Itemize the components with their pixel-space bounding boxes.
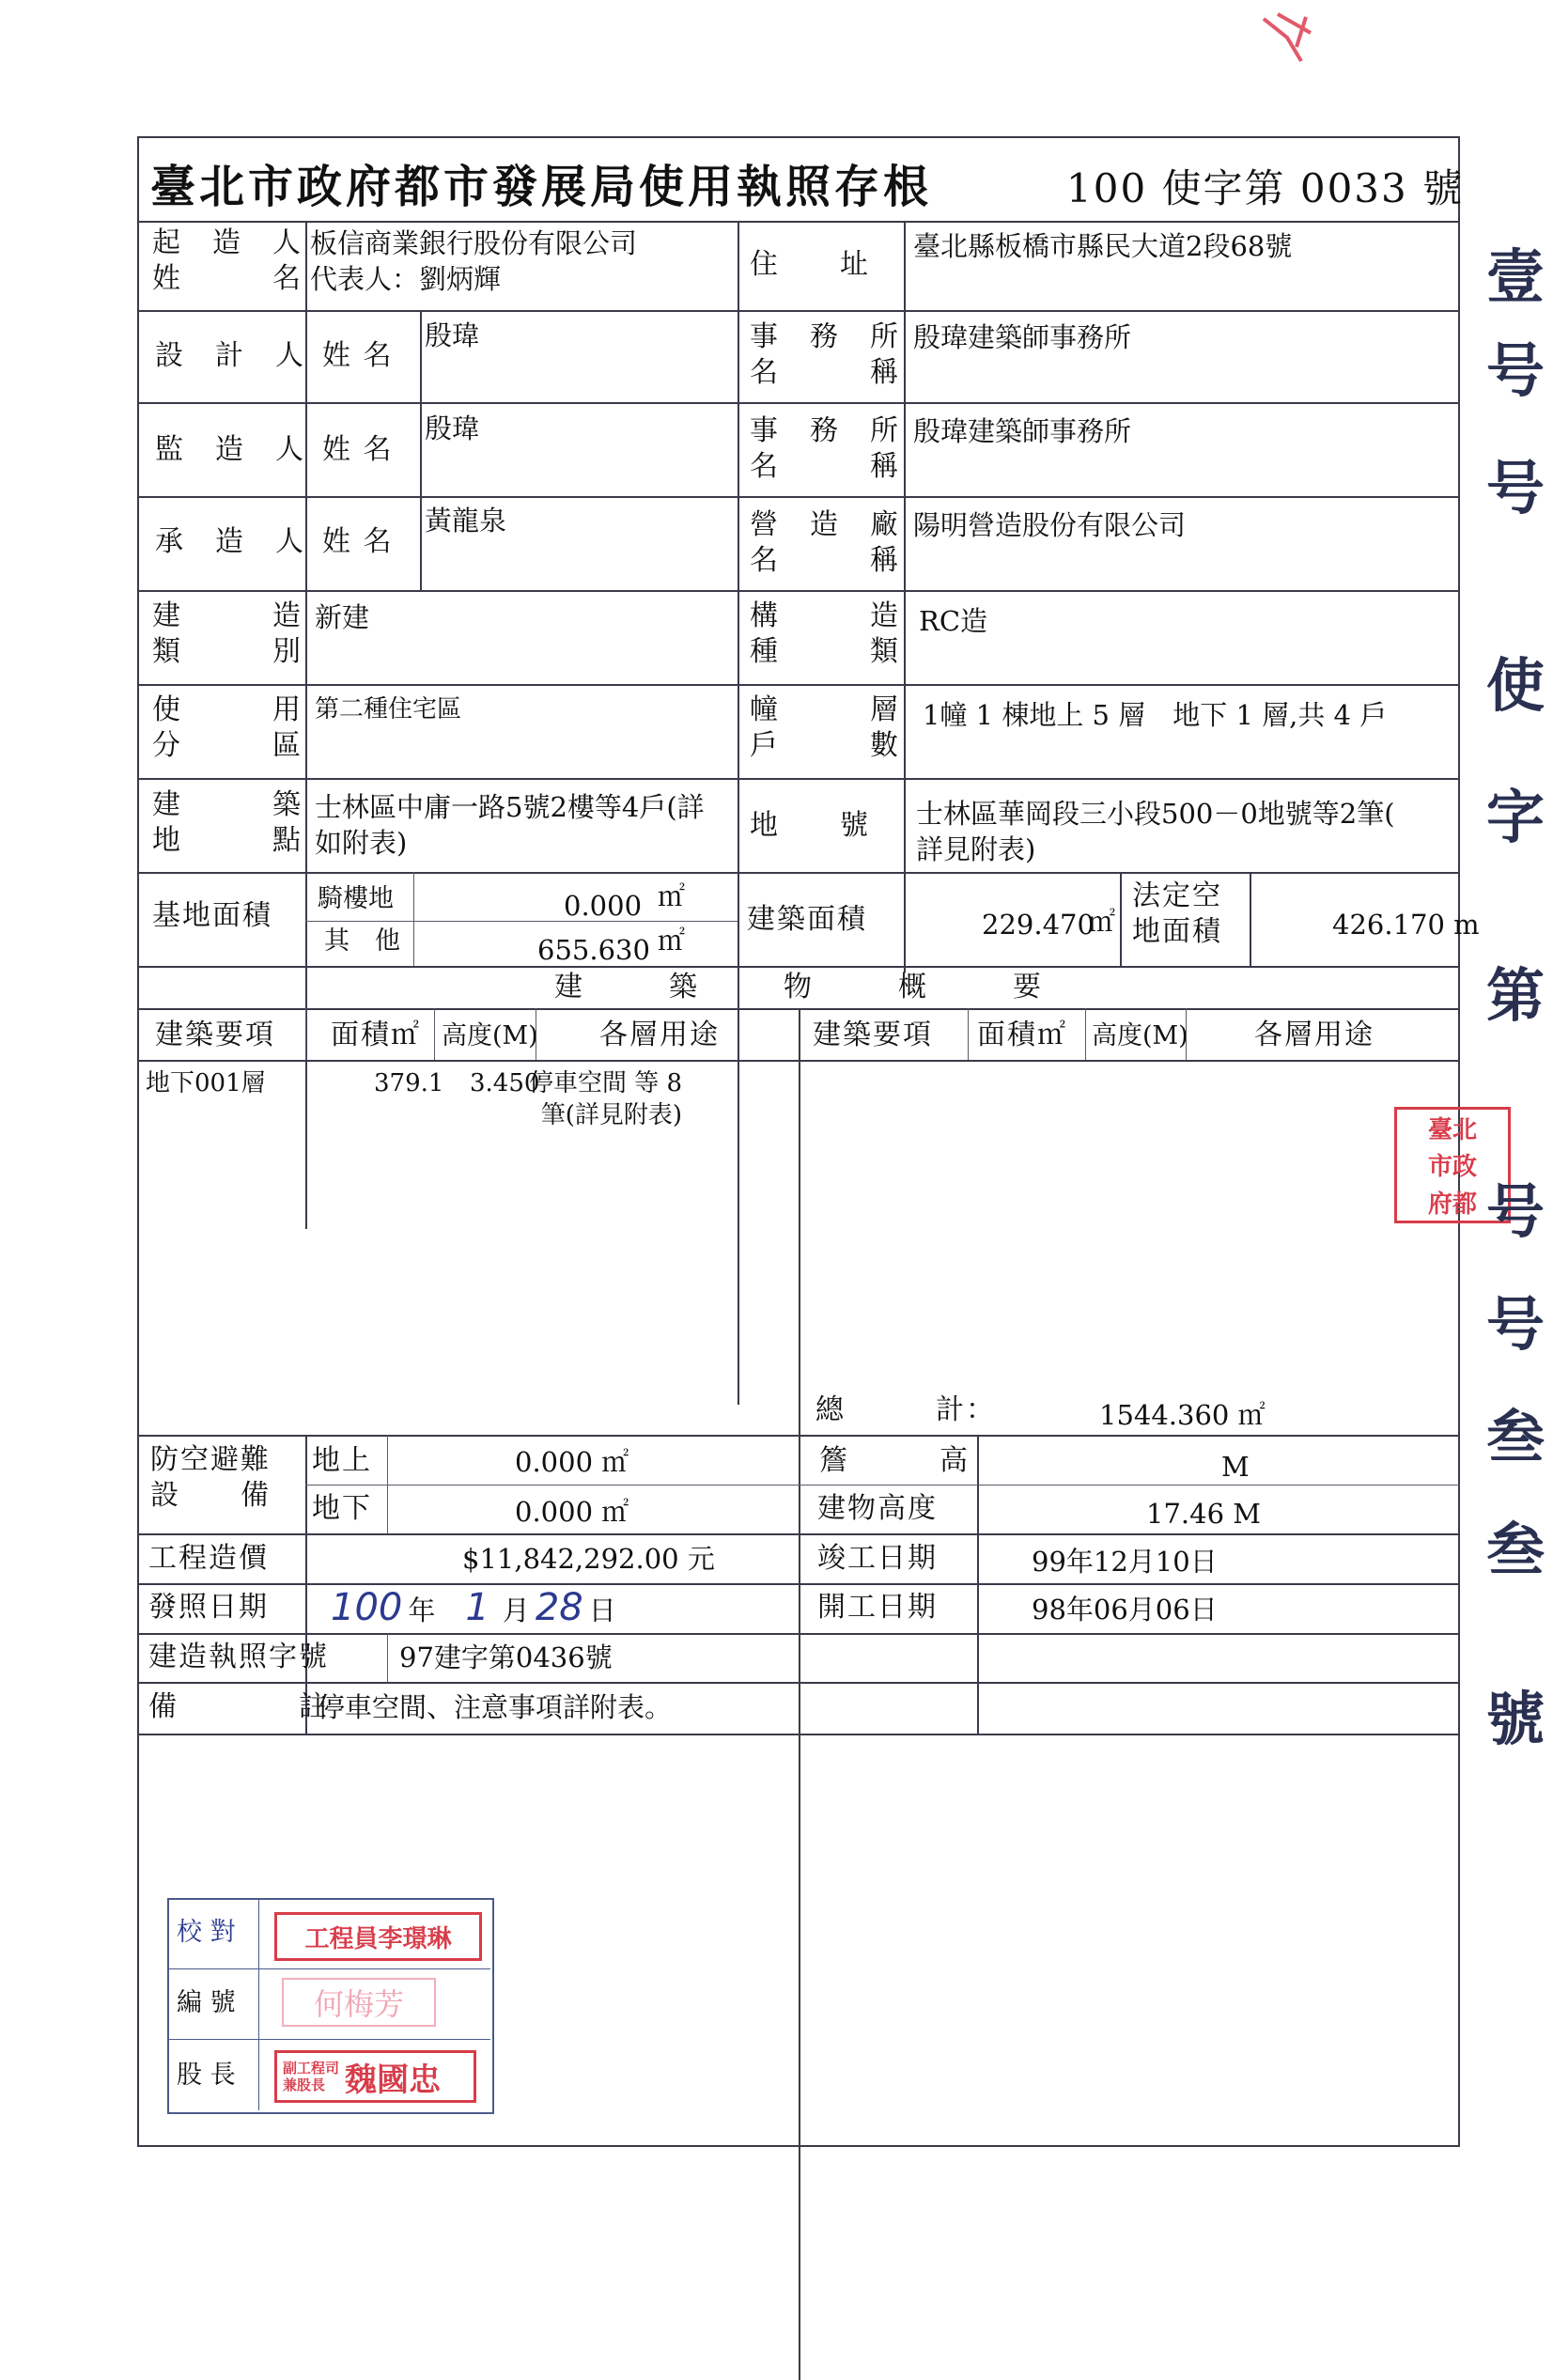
divider — [137, 310, 1460, 312]
height-label: 建物高度 — [817, 1492, 938, 1525]
divider — [137, 1682, 1460, 1684]
divider — [413, 872, 414, 966]
side-char: 号 — [1486, 454, 1545, 522]
remark-value: 停車空間、注意事項詳附表。 — [318, 1691, 673, 1723]
floor-use: 停車空間 等 8 筆(詳見附表) — [529, 1069, 683, 1129]
divider — [137, 1633, 1460, 1635]
side-char: 号 — [1486, 336, 1545, 405]
side-char: 字 — [1486, 783, 1545, 851]
col-area-left: 面積㎡ — [331, 1019, 421, 1051]
issue-day: 28 — [535, 1586, 583, 1629]
divider — [167, 1968, 490, 1969]
building-area-unit: ㎡ — [1088, 906, 1116, 938]
divider — [305, 1485, 1460, 1486]
supervisor-label: 監 造 人 — [155, 433, 305, 466]
divider — [434, 1008, 435, 1060]
chief-stamp-title: 副工程司 兼股長 — [283, 2060, 340, 2093]
open-area-value: 426.170 m — [1332, 909, 1480, 941]
issue-label: 發照日期 — [148, 1591, 269, 1624]
divider — [420, 310, 422, 592]
divider — [977, 1435, 979, 1735]
build-type-value: 新建 — [315, 601, 370, 633]
official-seal: 臺北 市政 府都 — [1394, 1107, 1511, 1223]
supervisor-value: 殷瑋 — [425, 412, 480, 444]
divider — [387, 1633, 388, 1682]
lot-label: 地 號 — [750, 809, 870, 842]
divider — [137, 1435, 1460, 1437]
number-stamp: 何梅芳 — [282, 1978, 436, 2027]
side-char: 壹 — [1486, 242, 1545, 311]
cost-label: 工程造價 — [148, 1542, 269, 1575]
col-area-right: 面積㎡ — [977, 1019, 1067, 1051]
issue-year: 100 — [331, 1586, 403, 1629]
remark-label: 備 註 — [148, 1690, 329, 1723]
divider — [137, 966, 1460, 968]
other-label: 其 他 — [324, 926, 400, 956]
divider — [305, 1008, 306, 1060]
side-char: 叁 — [1486, 1403, 1545, 1471]
build-type-label: 建 造 類 別 — [152, 599, 303, 668]
designer-office-label: 事 務 所 名 稱 — [750, 320, 900, 389]
document-title: 臺北市政府都市發展局使用執照存根 — [150, 161, 933, 213]
divider — [137, 590, 1460, 592]
chief-label: 股 長 — [177, 2061, 236, 2090]
divider — [137, 1583, 1460, 1585]
divider — [738, 221, 739, 1405]
above-label: 地上 — [312, 1444, 372, 1477]
contractor-factory-value: 陽明營造股份有限公司 — [913, 509, 1187, 541]
license-value: 97建字第0436號 — [399, 1641, 613, 1673]
divider — [305, 590, 307, 1229]
lot-value: 士林區華岡段三小段500－0地號等2筆( 詳見附表) — [916, 798, 1395, 865]
issue-month-suffix: 月 — [502, 1594, 530, 1626]
supervisor-office-label: 事 務 所 名 稱 — [750, 414, 900, 483]
contractor-name-label: 姓 名 — [322, 525, 394, 558]
divider — [305, 921, 738, 922]
designer-name-label: 姓 名 — [322, 339, 394, 372]
above-value: 0.000 ㎡ — [515, 1446, 629, 1478]
divider — [137, 402, 1460, 404]
arcade-unit: ㎡ — [658, 880, 686, 912]
col-height-right: 高度(M) — [1092, 1021, 1188, 1050]
supervisor-name-label: 姓 名 — [322, 433, 394, 466]
divider — [305, 221, 307, 310]
address-value: 臺北縣板橋市縣民大道2段68號 — [913, 230, 1293, 262]
divider — [1186, 1008, 1187, 1060]
divider — [1250, 872, 1251, 966]
units-label: 幢 層 戶 數 — [750, 693, 900, 762]
side-char: 叁 — [1486, 1516, 1545, 1584]
issue-date — [331, 1586, 616, 1629]
completion-value: 99年12月10日 — [1032, 1546, 1218, 1578]
units-value: 1幢 1 棟地上 5 層 地下 1 層,共 4 戶 — [923, 699, 1388, 731]
total-value: 1544.360 ㎡ — [1099, 1399, 1266, 1431]
completion-label: 竣工日期 — [817, 1542, 938, 1575]
col-height-left: 高度(M) — [442, 1021, 538, 1050]
zoning-value: 第二種住宅區 — [315, 695, 462, 723]
below-label: 地下 — [312, 1492, 372, 1525]
divider — [1085, 1008, 1086, 1060]
divider — [167, 2039, 490, 2040]
side-char: 使 — [1486, 651, 1545, 720]
divider — [137, 496, 1460, 498]
divider — [968, 1008, 969, 1060]
shelter-label: 防空避難 設 備 — [150, 1443, 271, 1512]
issue-month: 1 — [465, 1586, 489, 1629]
divider — [904, 221, 906, 972]
chief-stamp-name: 魏國忠 — [345, 2061, 442, 2099]
side-char: 号 — [1486, 1177, 1545, 1246]
address-label: 住 址 — [750, 248, 870, 281]
license-label: 建造執照字號 — [148, 1641, 329, 1673]
side-char: 號 — [1486, 1685, 1545, 1753]
applicant-label: 起 造 人 姓 名 — [152, 226, 303, 295]
eave-label: 簷 高 — [819, 1444, 970, 1477]
divider — [137, 778, 1460, 780]
check-label: 校 對 — [177, 1918, 236, 1947]
other-unit: ㎡ — [658, 925, 686, 957]
col-item-right: 建築要項 — [813, 1019, 933, 1051]
contractor-value: 黃龍泉 — [425, 505, 507, 537]
check-stamp: 工程員李璟琳 — [274, 1912, 482, 1961]
divider — [137, 1533, 1460, 1535]
col-item-left: 建築要項 — [155, 1019, 275, 1051]
divider — [137, 221, 1460, 223]
divider — [137, 1734, 1460, 1735]
building-area-value: 229.470 — [982, 909, 1095, 941]
location-value: 士林區中庸一路5號2樓等4戶(詳 如附表) — [315, 791, 705, 859]
other-value: 655.630 — [537, 934, 650, 966]
cost-value: $11,842,292.00 元 — [462, 1543, 715, 1575]
designer-office-value: 殷瑋建築師事務所 — [913, 321, 1132, 353]
supervisor-office-value: 殷瑋建築師事務所 — [913, 415, 1132, 447]
divider — [137, 1060, 1460, 1062]
start-value: 98年06月06日 — [1032, 1594, 1218, 1626]
contractor-label: 承 造 人 — [155, 525, 305, 558]
floor-name: 地下001層 — [146, 1069, 266, 1097]
designer-label: 設 計 人 — [155, 339, 305, 372]
structure-value: RC造 — [919, 605, 988, 637]
below-value: 0.000 ㎡ — [515, 1496, 629, 1528]
chief-stamp — [274, 2050, 476, 2103]
structure-label: 構 造 種 類 — [750, 599, 900, 668]
summary-heading: 建 築 物 概 要 — [554, 971, 1043, 1003]
start-label: 開工日期 — [817, 1591, 938, 1624]
issue-year-suffix: 年 — [408, 1594, 436, 1626]
issue-day-suffix: 日 — [588, 1594, 616, 1626]
eave-value: M — [1221, 1451, 1250, 1483]
floor-area: 379.1 — [374, 1069, 444, 1097]
floor-height: 3.450 — [470, 1069, 540, 1097]
divider — [137, 872, 1460, 874]
designer-value: 殷瑋 — [425, 319, 480, 351]
height-value: 17.46 M — [1146, 1498, 1261, 1530]
location-label: 建 築 地 點 — [152, 788, 303, 857]
divider — [258, 1898, 259, 2110]
divider — [137, 684, 1460, 686]
contractor-factory-label: 營 造 廠 名 稱 — [750, 508, 900, 577]
permit-number: 100 使字第 0033 號 — [1066, 165, 1465, 211]
zoning-label: 使 用 分 區 — [152, 693, 303, 762]
divider — [799, 1008, 800, 2380]
corner-stamp-mark-icon — [1259, 9, 1334, 66]
divider — [1120, 872, 1122, 966]
divider — [305, 310, 307, 592]
open-area-label: 法定空 地面積 — [1132, 879, 1222, 948]
side-char: 号 — [1486, 1290, 1545, 1359]
col-use-left: 各層用途 — [599, 1019, 720, 1051]
side-char: 第 — [1486, 961, 1545, 1030]
col-use-right: 各層用途 — [1254, 1019, 1374, 1051]
applicant-value: 板信商業銀行股份有限公司 代表人：劉炳輝 — [310, 227, 638, 295]
total-label: 總 計： — [815, 1393, 996, 1426]
arcade-label: 騎樓地 — [318, 884, 394, 913]
building-area-label: 建築面積 — [747, 903, 867, 936]
arcade-value: 0.000 — [564, 890, 643, 922]
site-area-label: 基地面積 — [152, 899, 272, 932]
number-label: 編 號 — [177, 1988, 236, 2017]
